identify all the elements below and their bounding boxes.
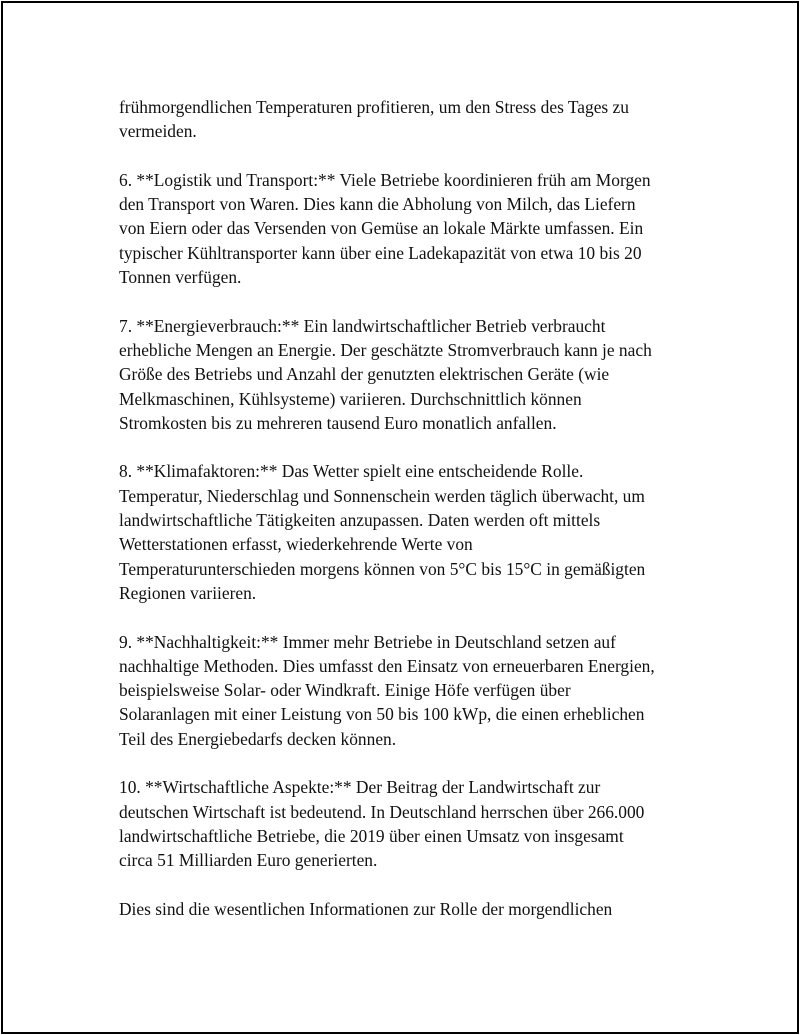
paragraph-continuation: frühmorgendlichen Temperaturen profitieren, um den Stress des Tages zu vermeiden. [119, 97, 629, 142]
document-body [119, 95, 719, 945]
paragraph-economic-aspects: 10. **Wirtschaftliche Aspekte:** Der Beitrag der Landwirtschaft zur deutschen Wirtschaft ist bedeutend. In Deutschland herrschen über 266.000 landwirtschaftliche Betriebe, die 2019 über einen Umsatz von insgesamt circa 51 Milliarden Euro generierten. [119, 777, 645, 871]
paragraph-closing: Dies sind die wesentlichen Informationen zur Rolle der morgendlichen [119, 898, 613, 919]
paragraph-climate-factors: 8. **Klimafaktoren:** Das Wetter spielt eine entscheidende Rolle. Temperatur, Niederschlag und Sonnenschein werden täglich überwacht, um landwirtschaftliche Tätigkeiten anzupassen. Daten werden oft mittels Wetterstationen erfasst, wiederkehrende Werte von Temperaturunterschieden morgens können von 5°C bis 15°C in gemäßigten Regionen variieren. [119, 461, 646, 603]
paragraph-energy-consumption: 7. **Energieverbrauch:** Ein landwirtschaftlicher Betrieb verbraucht erhebliche Mengen an Energie. Der geschätzte Stromverbrauch kann je nach Größe des Betriebs und Anzahl der genutzten elektrischen Geräte (wie Melkmaschinen, Kühlsysteme) variieren. Durchschnittlich können Stromkosten bis zu mehreren tausend Euro monatlich anfallen. [119, 315, 652, 433]
paragraph-sustainability: 9. **Nachhaltigkeit:** Immer mehr Betriebe in Deutschland setzen auf nachhaltige Methoden. Dies umfasst den Einsatz von erneuerbaren Energien, beispielsweise Solar- oder Windkraft. Einige Höfe verfügen über Solaranlagen mit einer Leistung von 50 bis 100 kWp, die einen erheblichen Teil des Energiebedarfs decken können. [119, 631, 655, 749]
paragraph-logistics-transport: 6. **Logistik und Transport:** Viele Betriebe koordinieren früh am Morgen den Transport von Waren. Dies kann die Abholung von Milch, das Liefern von Eiern oder das Versenden von Gemüse an lokale Märkte umfassen. Ein typischer Kühltransporter kann über eine Ladekapazität von etwa 10 bis 20 Tonnen verfügen. [119, 169, 651, 288]
page-frame [1, 1, 799, 1034]
